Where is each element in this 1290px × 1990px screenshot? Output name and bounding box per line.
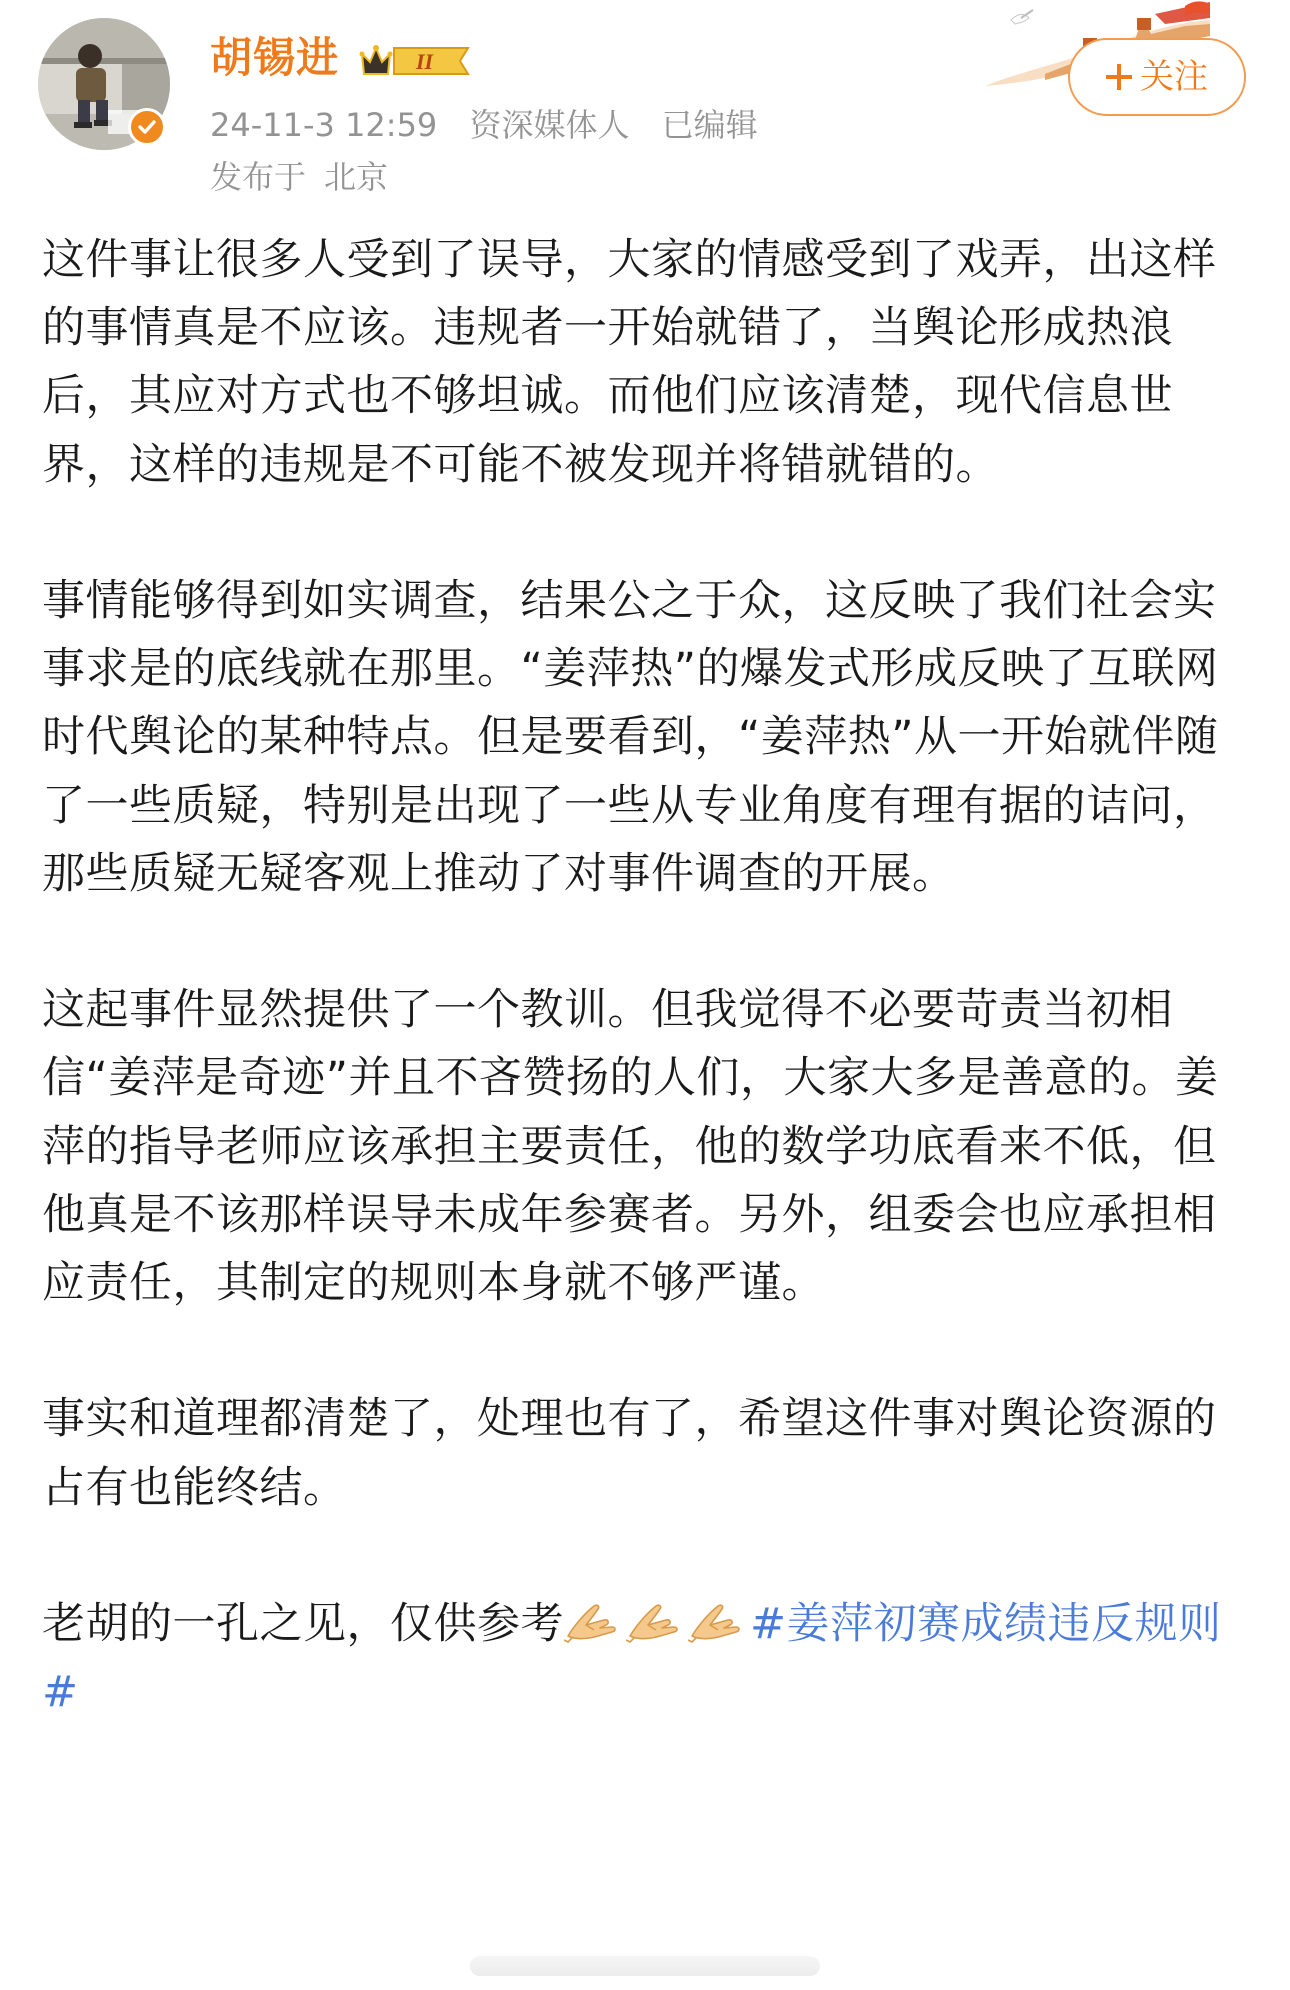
author-identity: 资深媒体人 <box>469 106 630 144</box>
plus-icon <box>1106 64 1132 90</box>
vip-level-label: II <box>416 49 434 74</box>
pray-hands-icon <box>564 1596 622 1644</box>
edited-label[interactable]: 已编辑 <box>661 106 758 144</box>
post-paragraph-4: 事实和道理都清楚了，处理也有了，希望这件事对舆论资源的占有也能终结。 <box>42 1394 1217 1513</box>
post-timestamp: 24-11-3 12:59 <box>210 106 438 144</box>
follow-button[interactable] <box>1068 38 1246 116</box>
follow-button-label: 关注 <box>1140 57 1208 97</box>
closing-text: 老胡的一孔之见，仅供参考 <box>42 1599 564 1649</box>
post-meta <box>210 104 780 146</box>
post-location <box>210 156 388 198</box>
verified-badge-icon <box>128 108 166 146</box>
post-paragraph-2: 事情能够得到如实调查，结果公之于众，这反映了我们社会实事求是的底线就在那里。“姜萍热”的爆发式形成反映了互联网时代舆论的某种特点。但是要看到，“姜萍热”从一开始就伴随了一些质疑，特别是出现了一些从专业角度有理有据的诘问，那些质疑无疑客观上推动了对事件调查的开展。 <box>42 576 1219 899</box>
author-name[interactable]: 胡锡进 <box>210 33 340 82</box>
location-name: 北京 <box>324 158 389 196</box>
pray-hands-icon <box>626 1596 684 1644</box>
hashtag-link[interactable]: #姜萍初赛成绩违反规则# <box>42 1599 1222 1718</box>
post-paragraph-1: 这件事让很多人受到了误导，大家的情感受到了戏弄，出这样的事情真是不应该。违规者一开始就错了，当舆论形成热浪后，其应对方式也不够坦诚。而他们应该清楚，现代信息世界，这样的违规是不可能不被发现并将错就错的。 <box>42 235 1217 490</box>
post-body <box>42 226 1257 1726</box>
post-paragraph-3: 这起事件显然提供了一个教训。但我觉得不必要苛责当初相信“姜萍是奇迹”并且不吝赞扬的人们，大家大多是善意的。姜萍的指导老师应该承担主要责任，他的数学功底看来不低，但他真是不该那样误导未成年参赛者。另外，组委会也应承担相应责任，其制定的规则本身就不够严谨。 <box>42 985 1219 1309</box>
post-closing-paragraph <box>42 1590 1257 1726</box>
pray-hands-icon <box>688 1596 746 1644</box>
pray-hands-emoji-group <box>564 1599 750 1649</box>
location-prefix: 发布于 <box>210 158 307 196</box>
vip-crown-badge-icon[interactable] <box>356 40 474 82</box>
bottom-scroll-indicator <box>470 1956 820 1976</box>
